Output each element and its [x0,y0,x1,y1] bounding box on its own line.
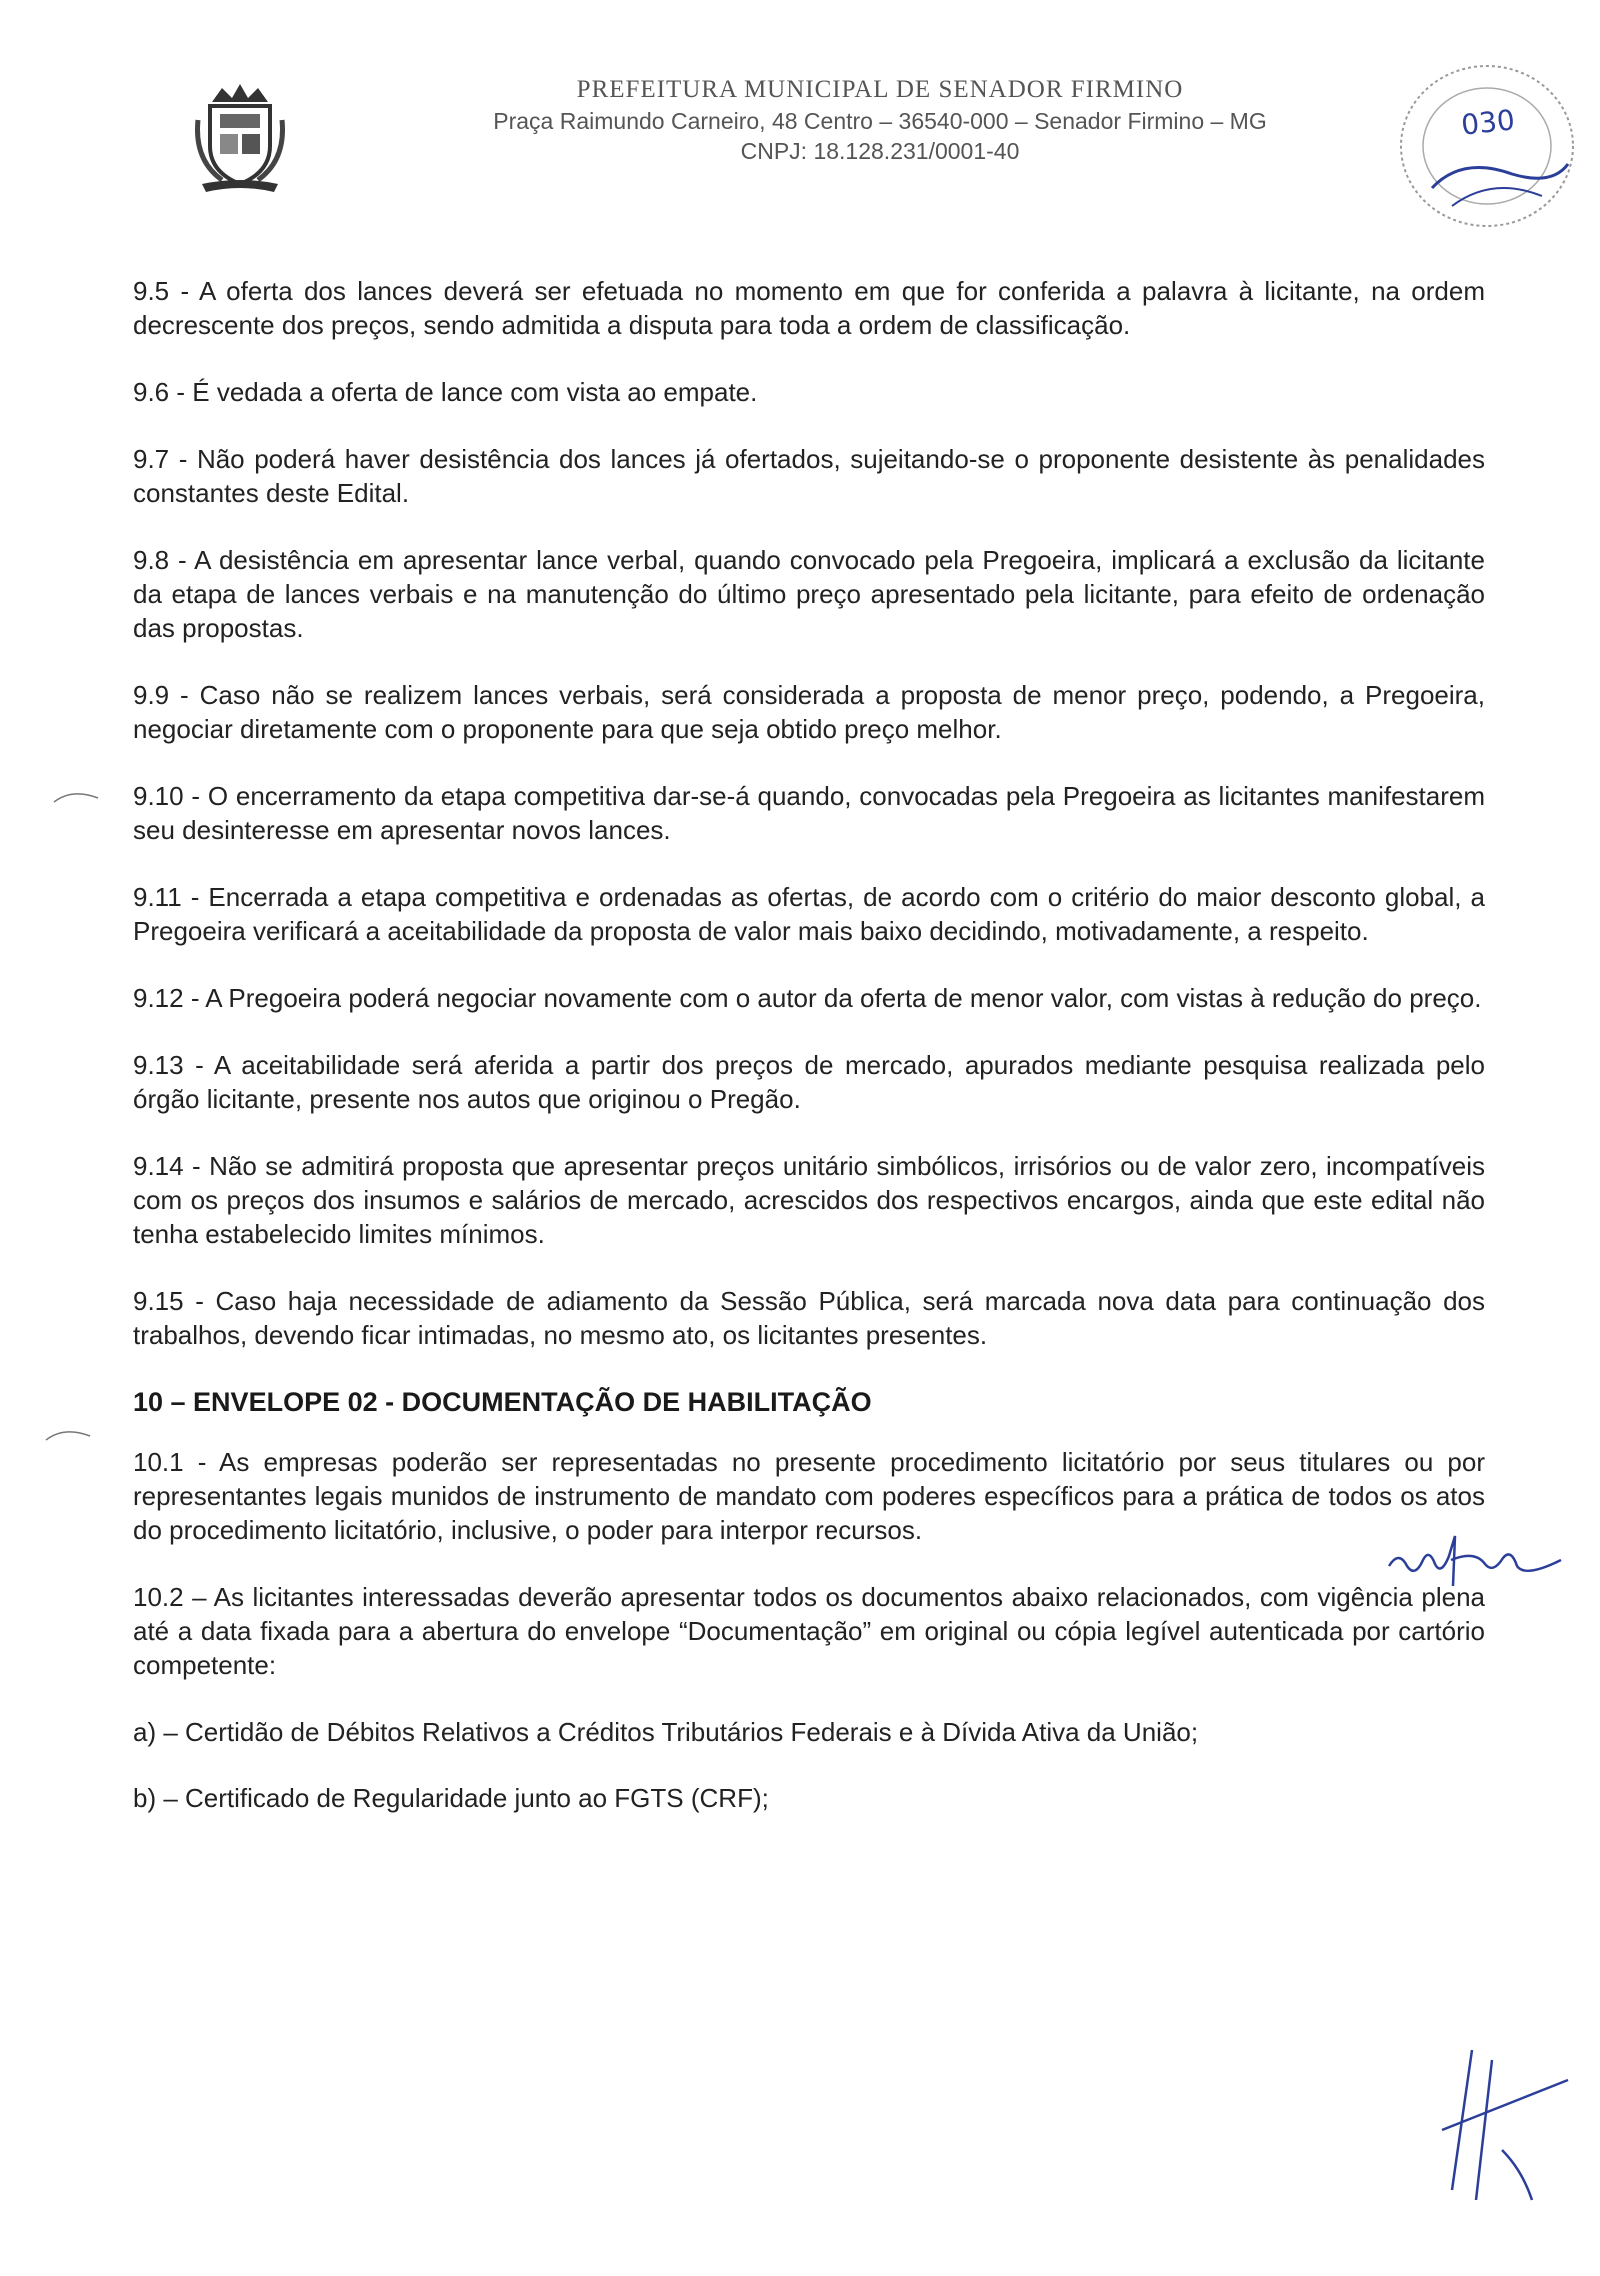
signature-rubric-icon [1432,2040,1572,2210]
paragraph: 10.1 - As empresas poderão ser representadas no presente procedimento licitatório por seus titulares ou por representantes legais munidos de instrumento de mandato com poderes específicos para a prática de todos os atos do procedimento licitatório, inclusive, o poder para interpor recursos. [133,1447,1485,1545]
paragraph: 9.7 - Não poderá haver desistência dos lances já ofertados, sujeitando-se o proponente desistente às penalidades constantes deste Edital. [133,444,1485,508]
list-item: a) – Certidão de Débitos Relativos a Créditos Tributários Federais e à Dívida Ativa da União; [133,1717,1199,1747]
stamp-page-number: 030 [1459,103,1517,142]
letterhead-address: Praça Raimundo Carneiro, 48 Centro – 36540-000 – Senador Firmino – MG [493,108,1267,134]
section-heading: 10 – ENVELOPE 02 - DOCUMENTAÇÃO DE HABILITAÇÃO [133,1387,872,1417]
paragraph: 9.9 - Caso não se realizem lances verbais, será considerada a proposta de menor preço, podendo, a Pregoeira, negociar diretamente com o proponente para que seja obtido preço melhor. [133,680,1485,744]
paragraph: 9.14 - Não se admitirá proposta que apresentar preços unitário simbólicos, irrisórios ou de valor zero, incompatíveis com os preços dos insumos e salários de mercado, acrescidos dos respectivos encargos, ainda que este edital não tenha estabelecido limites mínimos. [133,1151,1485,1249]
paragraph: 9.6 - É vedada a oferta de lance com vista ao empate. [133,377,758,407]
letterhead-cnpj: CNPJ: 18.128.231/0001-40 [740,138,1020,164]
letterhead-title: PREFEITURA MUNICIPAL DE SENADOR FIRMINO [576,76,1184,103]
paragraph: 9.11 - Encerrada a etapa competitiva e ordenadas as ofertas, de acordo com o critério do maior desconto global, a Pregoeira verificará a aceitabilidade da proposta de valor mais baixo decidindo, motivadamente, a respeito. [133,882,1485,946]
list-item: b) – Certificado de Regularidade junto ao FGTS (CRF); [133,1783,769,1813]
paragraph: 9.8 - A desistência em apresentar lance verbal, quando convocado pela Pregoeira, implicará a exclusão da licitante da etapa de lances verbais e na manutenção do último preço apresentado pela licitante, para efeito de ordenação das propostas. [133,545,1485,643]
scan-mark-icon [44,1424,94,1444]
letterhead [380,74,1380,166]
paragraph: 9.10 - O encerramento da etapa competitiva dar-se-á quando, convocadas pela Pregoeira as licitantes manifestarem seu desinteresse em apresentar novos lances. [133,781,1485,845]
paragraph: 9.5 - A oferta dos lances deverá ser efetuada no momento em que for conferida a palavra à licitante, na ordem decrescente dos preços, sendo admitida a disputa para toda a ordem de classificação. [133,276,1485,340]
paragraph: 9.15 - Caso haja necessidade de adiamento da Sessão Pública, será marcada nova data para continuação dos trabalhos, devendo ficar intimadas, no mesmo ato, os licitantes presentes. [133,1286,1485,1350]
document-body [133,274,1485,1847]
municipal-crest-icon [192,80,288,192]
paragraph: 9.12 - A Pregoeira poderá negociar novamente com o autor da oferta de menor valor, com vistas à redução do preço. [133,983,1482,1013]
paragraph: 10.2 – As licitantes interessadas deverão apresentar todos os documentos abaixo relacionados, com vigência plena até a data fixada para a abertura do envelope “Documentação” em original ou cópia legível autenticada por cartório competente: [133,1582,1485,1680]
protocol-stamp-icon [1392,56,1582,236]
paragraph: 9.13 - A aceitabilidade será aferida a partir dos preços de mercado, apurados mediante pesquisa realizada pelo órgão licitante, presente nos autos que originou o Pregão. [133,1050,1485,1114]
scan-mark-icon [52,786,102,806]
signature-rubric-icon [1385,1530,1565,1590]
